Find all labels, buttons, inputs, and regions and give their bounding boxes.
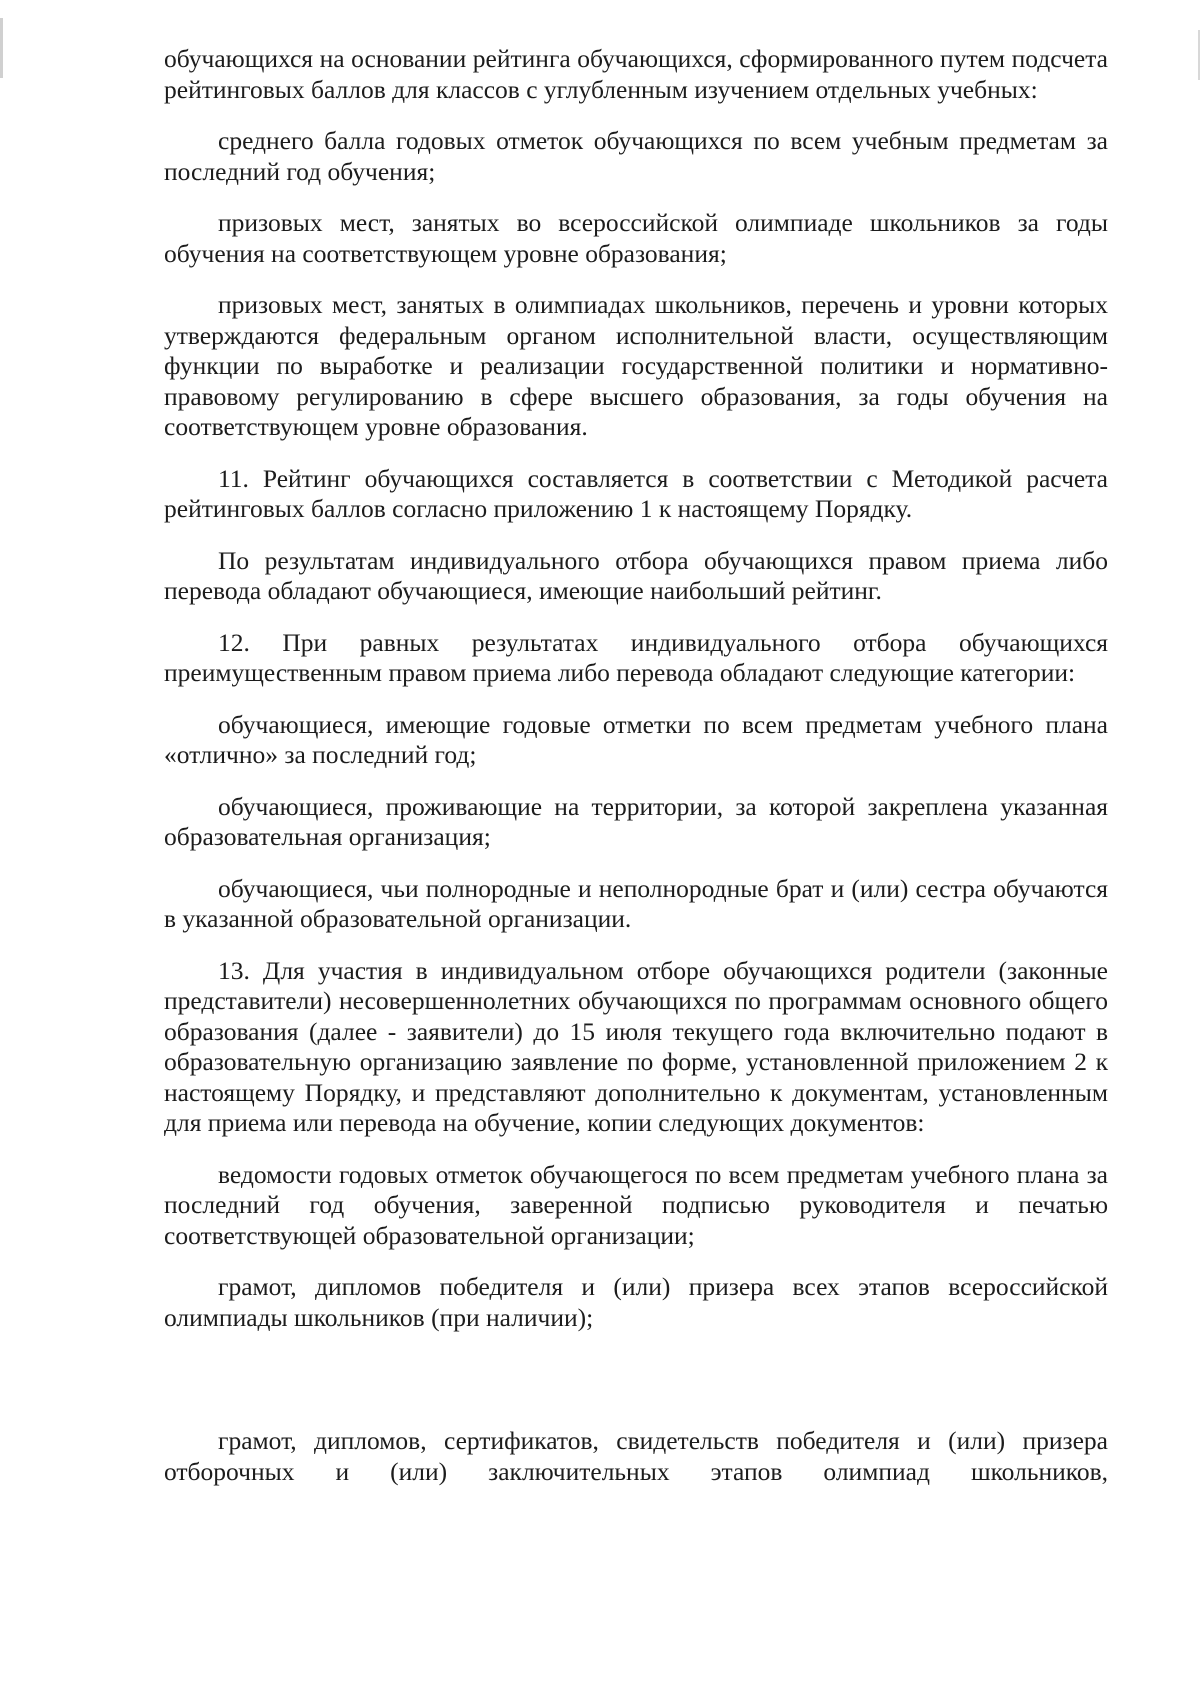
- paragraph-selection-results: По результатам индивидуального отбора обучающихся правом приема либо перевода обладают обучающиеся, имеющие наибольший рейтинг.: [164, 545, 1108, 605]
- paragraph-excellent-grades: обучающиеся, имеющие годовые отметки по всем предметам учебного плана «отлично» за последний год;: [164, 709, 1108, 769]
- paragraph-item-13: 13. Для участия в индивидуальном отборе обучающихся родители (законные представители) несовершеннолетних обучающихся по программам основного общего образования (далее - заявители) до 15 июля текущего года включительно подают в образовательную организацию заявление по форме, установленной приложением 2 к настоящему Порядку, и представляют дополнительно к документам, установленным для приема или перевода на обучение, копии следующих документов:: [164, 955, 1108, 1137]
- page-gap: [164, 1354, 1108, 1426]
- paragraph-olympiad-certificates: грамот, дипломов, сертификатов, свидетельств победителя и (или) призера отборочных и (или) заключительных этапов олимпиад школьников,: [164, 1426, 1108, 1486]
- paragraph-item-11: 11. Рейтинг обучающихся составляется в соответствии с Методикой расчета рейтинговых баллов согласно приложению 1 к настоящему Порядку.: [164, 463, 1108, 523]
- document-body: [164, 44, 1108, 1508]
- paragraph-item-12: 12. При равных результатах индивидуального отбора обучающихся преимущественным правом приема либо перевода обладают следующие категории:: [164, 627, 1108, 687]
- paragraph-all-russian-olympiad-diplomas: грамот, дипломов победителя и (или) призера всех этапов всероссийской олимпиады школьников (при наличии);: [164, 1272, 1108, 1332]
- paragraph-grade-statement: ведомости годовых отметок обучающегося по всем предметам учебного плана за последний год обучения, заверенной подписью руководителя и печатью соответствующей образовательной организации;: [164, 1159, 1108, 1250]
- paragraph-rating-intro: обучающихся на основании рейтинга обучающихся, сформированного путем подсчета рейтинговых баллов для классов с углубленным изучением отдельных учебных:: [164, 44, 1108, 104]
- scan-edge-mark: [0, 18, 3, 78]
- paragraph-olympiad-places: призовых мест, занятых во всероссийской олимпиаде школьников за годы обучения на соответствующем уровне образования;: [164, 208, 1108, 268]
- paragraph-siblings: обучающиеся, чьи полнородные и неполнородные брат и (или) сестра обучаются в указанной образовательной организации.: [164, 873, 1108, 933]
- paragraph-residence: обучающиеся, проживающие на территории, за которой закреплена указанная образовательная организация;: [164, 791, 1108, 851]
- paragraph-average-grade: среднего балла годовых отметок обучающихся по всем учебным предметам за последний год обучения;: [164, 126, 1108, 186]
- paragraph-olympiad-list-places: призовых мест, занятых в олимпиадах школьников, перечень и уровни которых утверждаются федеральным органом исполнительной власти, осуществляющим функции по выработке и реализации государственной политики и нормативно-правовому регулированию в сфере высшего образования, за годы обучения на соответствующем уровне образования.: [164, 290, 1108, 441]
